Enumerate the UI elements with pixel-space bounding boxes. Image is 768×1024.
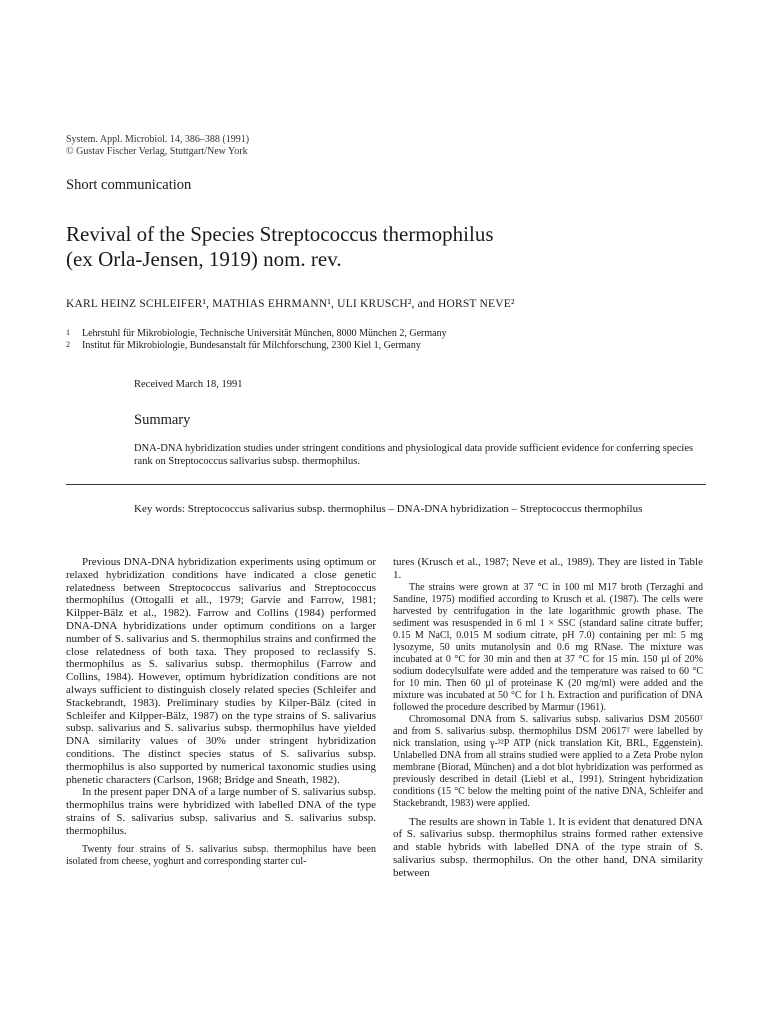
body-paragraph: Previous DNA-DNA hybridization experiments using optimum or relaxed hybridization conditions have indicated a close genetic relatedness between Streptococcus salivarius and Streptococcus thermophilus (Ottogalli et all., 1979; Garvie and Farrow, 1981; Kilpper-Bälz et al., 1982). Farrow and Collins (1984) performed DNA-DNA hybridizations under optimum conditions on a larger number of S. salivarius and S. thermophilus strains and confirmed the close relatedness of both taxa. They proposed to reclassify S. thermophilus as S. salivarius subsp. thermophilus (Farrow and Collins, 1984). However, optimum hybridization conditions are not always sufficient to distinguish closely related species (Schleifer and Stackebrandt, 1983). Preliminary studies by Kilper-Bälz (cited in Schleifer and Kilpper-Bälz, 1987) on the type strains of S. salivarius subsp. salivarius and S. salivarius subsp. thermophilus have yielded DNA similarity values of 30% under stringent hybridization conditions. The distinct species status of S. salivarius subsp. thermophilus is also supported by numerical taxonomic studies using phenetic characters (Carlson, 1968; Bridge and Sneath, 1982). xyxy=(66,556,376,786)
body-paragraph: In the present paper DNA of a large number of S. salivarius subsp. thermophilus trains were hybridized with labelled DNA of the type strains of S. salivarius subsp. salivarius and S. salivarius subsp. thermophilus. xyxy=(66,786,376,837)
affiliation-1 xyxy=(66,328,706,340)
journal-citation: System. Appl. Microbiol. 14, 386–388 (1991) xyxy=(66,134,250,145)
article-title xyxy=(66,222,706,272)
journal-publisher: © Gustav Fischer Verlag, Stuttgart/New York xyxy=(66,146,248,157)
affiliation-2 xyxy=(66,340,706,352)
summary-text: DNA-DNA hybridization studies under stringent conditions and physiological data provide sufficient evidence for conferring species rank on Streptococcus salivarius subsp. thermophilus. xyxy=(134,443,694,467)
body-column-right xyxy=(393,556,703,880)
title-line-2: (ex Orla-Jensen, 1919) nom. rev. xyxy=(66,247,342,271)
author-list: KARL HEINZ SCHLEIFER¹, MATHIAS EHRMANN¹, ULI KRUSCH², and HORST NEVE² xyxy=(66,298,515,310)
body-paragraph: tures (Krusch et al., 1987; Neve et al., 1989). They are listed in Table 1. xyxy=(393,556,703,581)
body-paragraph: The results are shown in Table 1. It is evident that denatured DNA of S. salivarius subsp. thermophilus strains formed rather extensive and stable hybrids with labelled DNA of the type strain of S. salivarius subsp. thermophilus. On the other hand, DNA similarity between xyxy=(393,815,703,879)
title-line-1: Revival of the Species Streptococcus thermophilus xyxy=(66,222,494,246)
body-paragraph: Chromosomal DNA from S. salivarius subsp. salivarius DSM 20560ᵀ and from S. salivarius subsp. thermophilus DSM 20617ᵀ were labelled by nick translation, using γ-³²P ATP (nick translation Kit, BRL, Eggenstein). Unlabelled DNA from all strains studied were applied to a Zeta Probe nylon membrane (Biorad, München) and a dot blot hybridization was performed as previously described in detail (Liebl et al., 1991). Stringent hybridization conditions (15 °C below the melting point of the native DNA, Schleifer and Stackebrandt, 1983) were applied. xyxy=(393,713,703,809)
affiliation-number: 1 xyxy=(66,328,70,337)
body-paragraph: The strains were grown at 37 °C in 100 ml M17 broth (Terzaghi and Sandine, 1975) modified according to Krusch et al. (1987). The cells were harvested by centrifugation in the late logarithmic growth phase. The sediment was resuspended in 6 ml 1 × SSC (standard saline citrate buffer; 0.15 M NaCl, 0.015 M sodium citrate, pH 7.0) containing per ml: 5 mg lysozyme, 50 units mutanolysin and 0.6 mg RNase. The mixture was incubated at 0 °C for 30 min and then at 37 °C for 15 min. 150 µl of 20% sodium dodecylsulfate were added and the temperature was raised to 60 °C for 10 min. Then 60 µl of proteinase K (20 mg/ml) were added and the mixture was incubated at 50 °C for 1 h. Extraction and purification of DNA followed the procedure described by Marmur (1961). xyxy=(393,581,703,713)
body-column-left xyxy=(66,556,376,868)
affiliations xyxy=(66,328,706,352)
section-label: Short communication xyxy=(66,177,192,193)
summary-heading: Summary xyxy=(134,412,191,428)
section-divider xyxy=(66,484,706,485)
body-paragraph: Twenty four strains of S. salivarius subsp. thermophilus have been isolated from cheese, yoghurt and corresponding starter cul- xyxy=(66,843,376,867)
keywords: Key words: Streptococcus salivarius subsp. thermophilus – DNA-DNA hybridization – Streptococcus thermophilus xyxy=(134,503,643,515)
received-date: Received March 18, 1991 xyxy=(134,379,243,390)
affiliation-text: Institut für Mikrobiologie, Bundesanstalt für Milchforschung, 2300 Kiel 1, Germany xyxy=(82,340,421,351)
affiliation-text: Lehrstuhl für Mikrobiologie, Technische Universität München, 8000 München 2, Germany xyxy=(82,328,447,339)
affiliation-number: 2 xyxy=(66,340,70,349)
journal-reference xyxy=(66,134,249,158)
